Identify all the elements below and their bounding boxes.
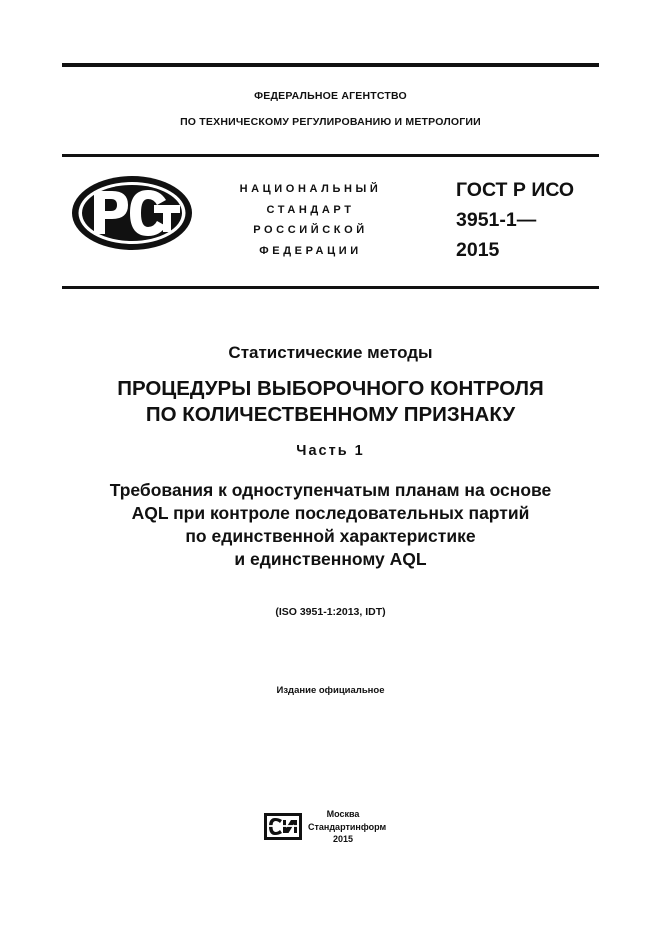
subtitle-line-3: по единственной характеристике bbox=[185, 526, 476, 546]
subtitle-line-1: Требования к одноступенчатым планам на основе bbox=[109, 480, 552, 500]
publisher-info bbox=[308, 808, 387, 846]
publisher-year: 2015 bbox=[332, 834, 354, 844]
subtitle-line-2: AQL при контроле последовательных партий bbox=[131, 503, 530, 523]
header-rule bbox=[62, 154, 599, 157]
designation-line-1: ГОСТ Р ИСО bbox=[456, 179, 575, 201]
standard-designation bbox=[456, 175, 574, 265]
designation-line-3: 2015 bbox=[456, 239, 500, 261]
agency-line-1: ФЕДЕРАЛЬНОЕ АГЕНТСТВО bbox=[254, 90, 407, 102]
standartinform-logo-icon bbox=[264, 813, 302, 840]
edition-label: Издание официальное bbox=[276, 685, 385, 696]
title-line-2: ПО КОЛИЧЕСТВЕННОМУ ПРИЗНАКУ bbox=[145, 403, 516, 426]
standard-block-rule bbox=[62, 286, 599, 289]
part-label: Часть 1 bbox=[296, 443, 365, 459]
iso-reference: (ISO 3951-1:2013, IDT) bbox=[275, 606, 386, 618]
title-line-1: ПРОЦЕДУРЫ ВЫБОРОЧНОГО КОНТРОЛЯ bbox=[117, 377, 544, 400]
subject-heading: Статистические методы bbox=[228, 343, 433, 362]
subtitle-line-4: и единственному AQL bbox=[234, 549, 427, 569]
agency-line-2: ПО ТЕХНИЧЕСКОМУ РЕГУЛИРОВАНИЮ И МЕТРОЛОГИИ bbox=[180, 116, 481, 128]
national-standard-line-2: СТАНДАРТ bbox=[266, 203, 355, 216]
top-rule bbox=[62, 63, 599, 67]
national-standard-line-1: НАЦИОНАЛЬНЫЙ bbox=[239, 183, 382, 195]
document-subtitle bbox=[0, 479, 661, 571]
publisher-name: Стандартинформ bbox=[308, 821, 387, 832]
designation-line-2: 3951-1— bbox=[456, 209, 537, 231]
national-standard-line-3: РОССИЙСКОЙ bbox=[253, 224, 368, 236]
national-standard-label bbox=[218, 179, 403, 261]
national-standard-line-4: ФЕДЕРАЦИИ bbox=[259, 244, 362, 257]
publisher-city: Москва bbox=[326, 809, 360, 819]
rst-certification-mark-icon bbox=[70, 174, 194, 252]
document-title bbox=[0, 376, 661, 428]
